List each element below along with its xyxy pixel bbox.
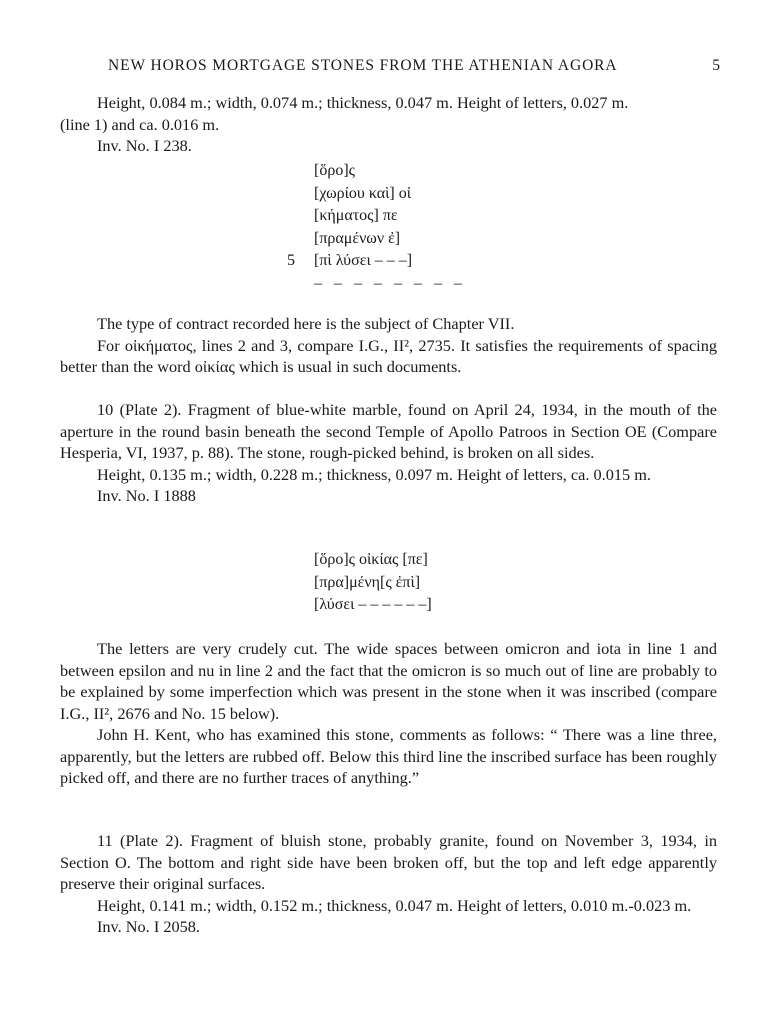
inscription-line: [πραμένων ἐ] <box>314 229 401 247</box>
paragraph: John H. Kent, who has examined this stone, comments as follows: “ There was a line three, apparently, but the letters are rubbed off. Below this third line the inscribed surface has been roughly picked off, and there are no further traces of anything.” <box>60 725 717 787</box>
inscription-line: [πρα]μένη[ς ἐπὶ] <box>314 573 421 591</box>
inventory-number: Inv. No. I 2058. <box>97 917 200 936</box>
entry-9-dimensions <box>60 92 717 157</box>
entry-10 <box>60 399 717 507</box>
inventory-number: Inv. No. I 1888 <box>97 486 196 505</box>
inscription-10 <box>314 549 432 617</box>
inventory-number: Inv. No. I 238. <box>97 136 192 155</box>
inscription-9 <box>287 160 466 295</box>
entry-intro: 10 (Plate 2). Fragment of blue-white marble, found on April 24, 1934, in the mouth of the aperture in the round basin beneath the second Temple of Apollo Patroos in Section OE (Compare Hesperia, VI, 1937, p. 88). The stone, rough-picked behind, is broken on all sides. <box>60 400 717 462</box>
page-number: 5 <box>712 57 720 74</box>
paragraph: For οἰκήματος, lines 2 and 3, compare I.G., II², 2735. It satisfies the requirements of spacing better than the word οἰκίας which is usual in such documents. <box>60 335 717 376</box>
dimensions-line-1: Height, 0.084 m.; width, 0.074 m.; thickness, 0.047 m. Height of letters, 0.027 m. <box>97 93 629 112</box>
inscription-line-text: [πὶ λύσει – – –] <box>314 252 413 269</box>
line-number: 5 <box>287 252 295 269</box>
header-title: NEW HOROS MORTGAGE STONES FROM THE ATHENIAN AGORA <box>108 57 618 74</box>
dimensions-line-2: (line 1) and ca. 0.016 m. <box>60 114 220 134</box>
running-header <box>108 57 720 75</box>
paragraph: The type of contract recorded here is the subject of Chapter VII. <box>97 314 515 333</box>
dimensions: Height, 0.135 m.; width, 0.228 m.; thickness, 0.097 m. Height of letters, ca. 0.015 m. <box>97 464 651 484</box>
inscription-line: [χωρίου καὶ] οἰ <box>314 184 412 202</box>
entry-10-commentary <box>60 638 717 789</box>
inscription-line: [κήματος] πε <box>314 207 398 224</box>
paragraph: The letters are very crudely cut. The wide spaces between omicron and iota in line 1 and between epsilon and nu in line 2 and the fact that the omicron is so much out of line are probably to be explained by some imperfection which was present in the stone when it was inscribed (compare I.G., II², 2676 and No. 15 below). <box>60 639 717 723</box>
inscription-line: [ὅρο]ς <box>314 162 355 179</box>
inscription-dashes: – – – – – – – – <box>314 274 466 292</box>
dimensions: Height, 0.141 m.; width, 0.152 m.; thickness, 0.047 m. Height of letters, 0.010 m.-0.023 m. <box>97 895 692 915</box>
inscription-line: [ὅρο]ς οἰκίας [πε] <box>314 551 428 568</box>
entry-intro: 11 (Plate 2). Fragment of bluish stone, probably granite, found on November 3, 1934, in Section O. The bottom and right side have been broken off, but the top and left edge apparently preserve their original surfaces. <box>60 831 717 893</box>
entry-11 <box>60 830 717 938</box>
entry-9-commentary <box>60 313 717 378</box>
inscription-line <box>287 250 466 273</box>
inscription-line: [λύσει – – – – – –] <box>314 596 432 613</box>
